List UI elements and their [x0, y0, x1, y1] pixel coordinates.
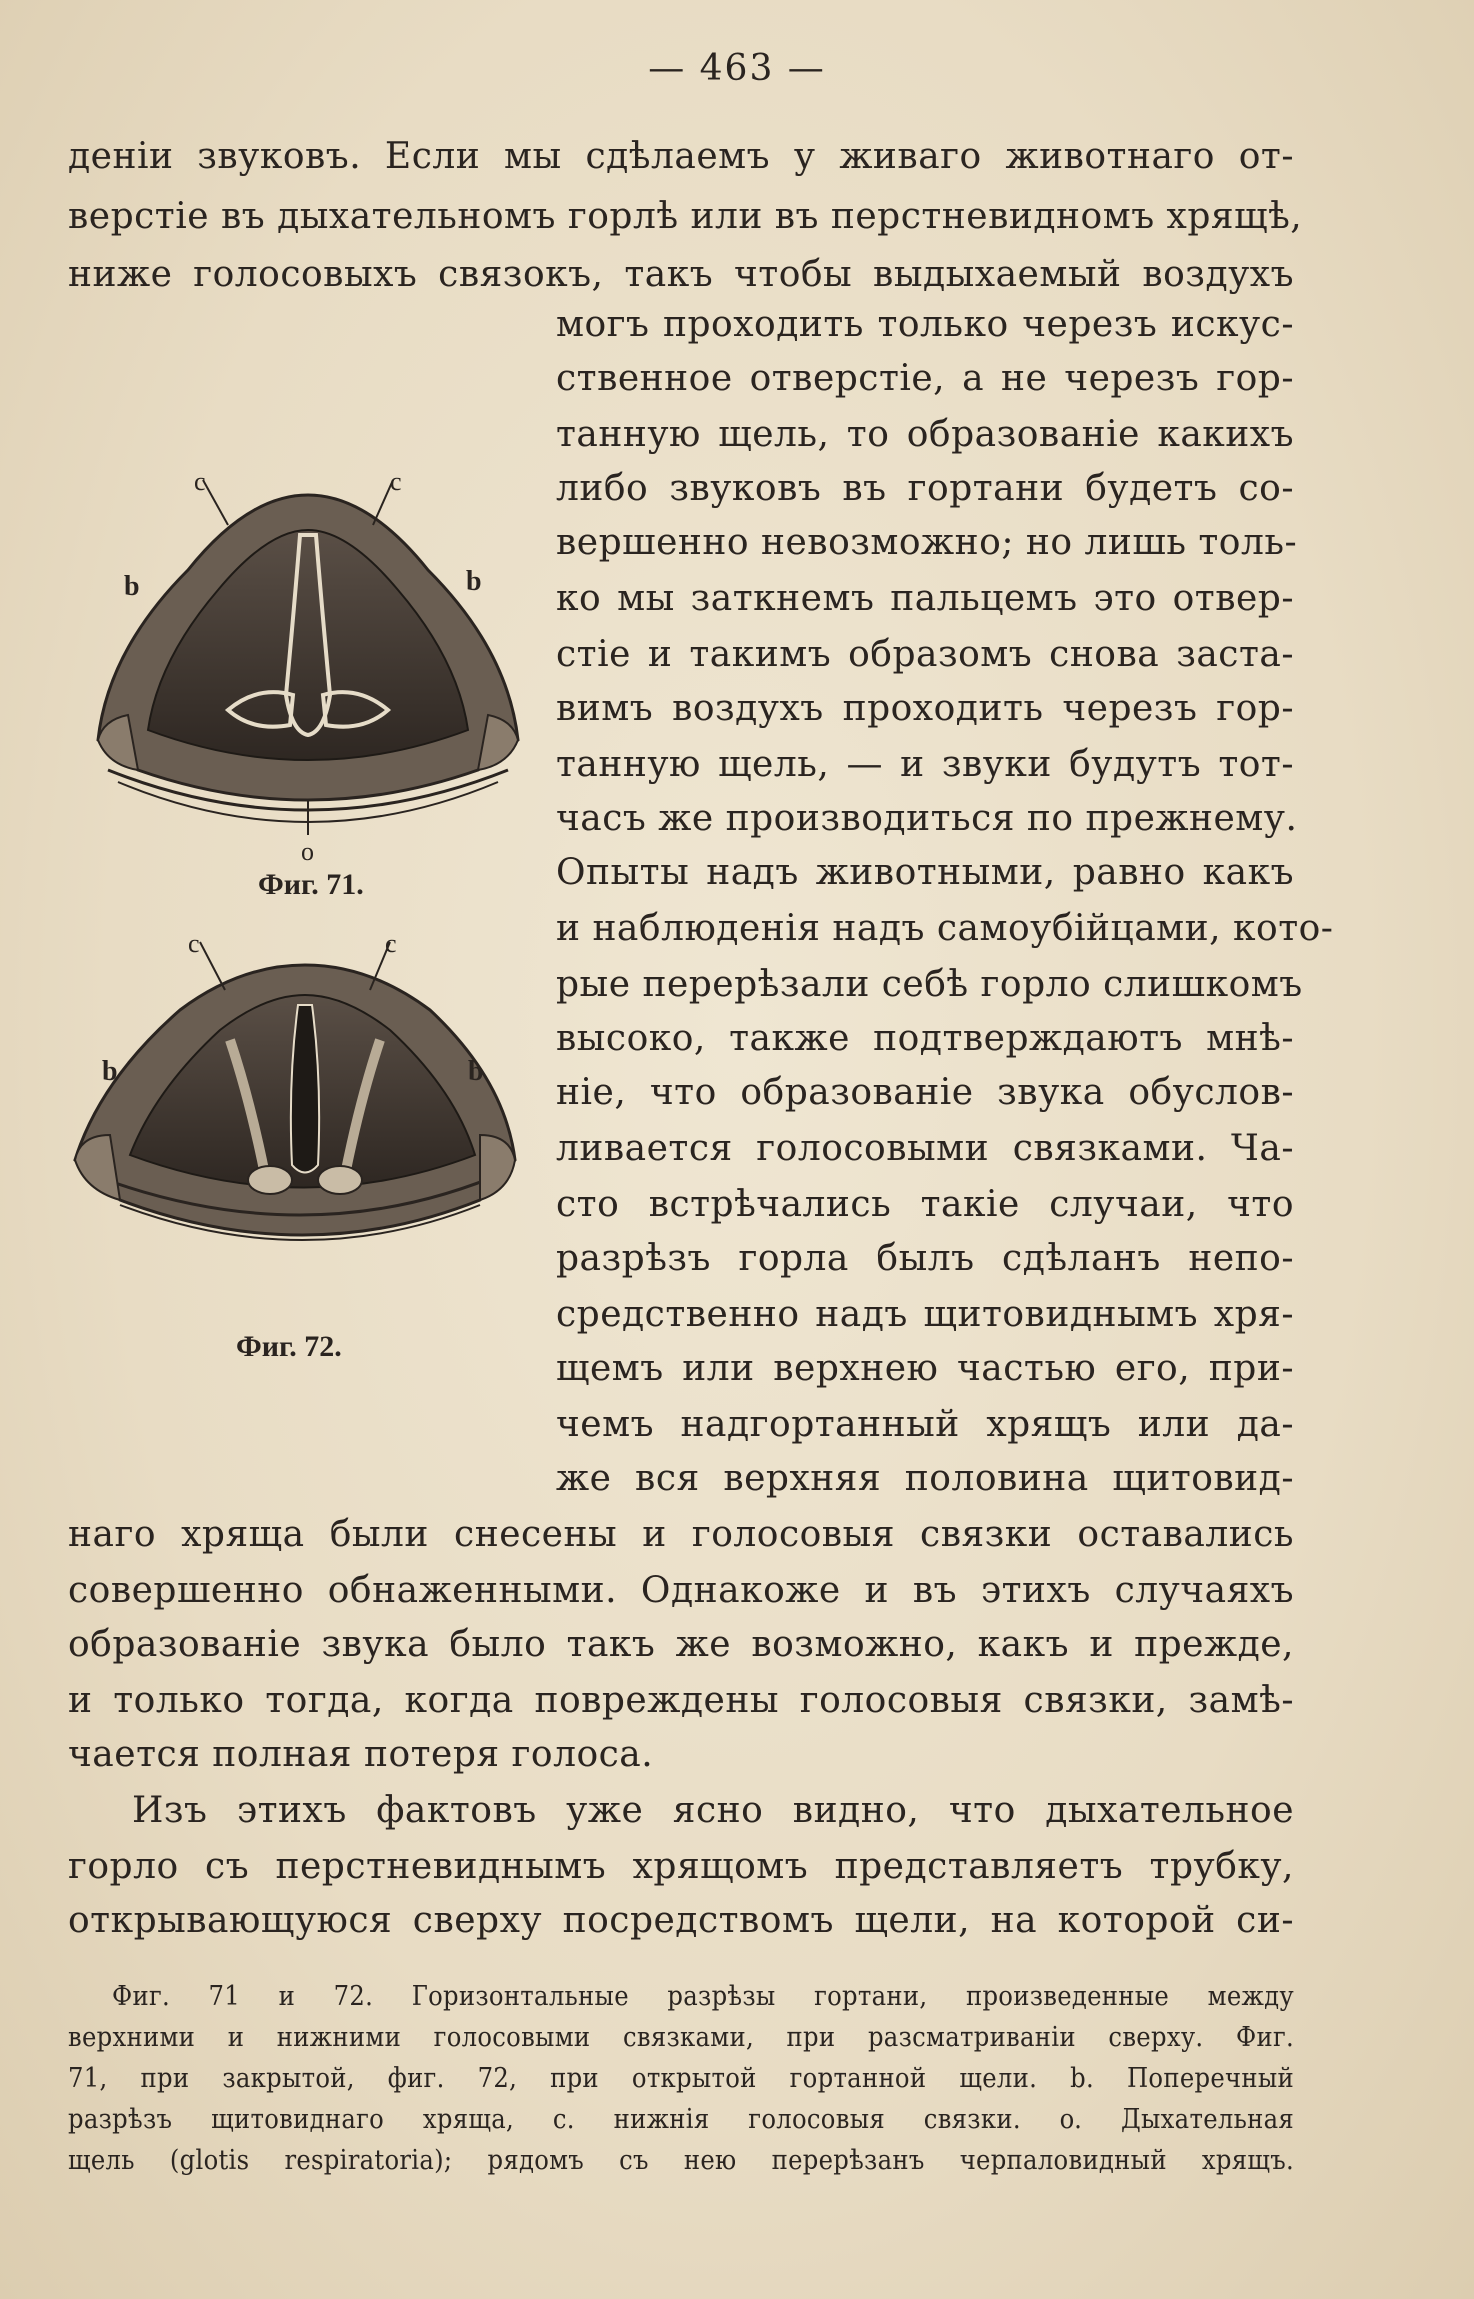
footnote-line: щель (glotis respiratoria); рядомъ съ нею перерѣзанъ черпаловидный хрящъ. [68, 2145, 1294, 2176]
figure-71-caption: Фиг. 71. [258, 868, 364, 901]
text-line: разрѣзъ горла былъ сдѣланъ непо- [556, 1238, 1294, 1279]
figure-72-caption: Фиг. 72. [236, 1330, 342, 1363]
text-line: наго хряща были снесены и голосовыя связки оставались [68, 1514, 1294, 1555]
text-line: танную щель, — и звуки будутъ тот- [556, 744, 1294, 785]
text-line: и наблюденія надъ самоубійцами, кото- [556, 908, 1334, 949]
text-line: ливается голосовыми связками. Ча- [556, 1128, 1294, 1169]
text-line: ко мы заткнемъ пальцемъ это отвер- [556, 578, 1294, 619]
figure-71-illustration [68, 470, 538, 870]
larynx-closed-svg [68, 470, 538, 870]
text-line: вершенно невозможно; но лишь толь- [556, 522, 1298, 563]
text-line: деніи звуковъ. Если мы сдѣлаемъ у живаго животнаго от- [68, 136, 1294, 177]
text-line: горло съ перстневиднымъ хрящомъ представляетъ трубку, [68, 1846, 1294, 1887]
figure-label: b [466, 566, 482, 597]
text-line: чается полная потеря голоса. [68, 1734, 654, 1775]
text-line: сто встрѣчались такіе случаи, что [556, 1184, 1294, 1225]
footnote-line: разрѣзъ щитовиднаго хряща, c. нижнія голосовыя связки. o. Дыхательная [68, 2104, 1294, 2135]
text-line: чемъ надгортанный хрящъ или да- [556, 1404, 1294, 1445]
text-line: часъ же производиться по прежнему. [556, 798, 1298, 839]
figure-label: c [188, 930, 200, 958]
text-line: могъ проходить только черезъ искус- [556, 304, 1294, 345]
text-line: либо звуковъ въ гортани будетъ со- [556, 468, 1294, 509]
paragraph-first-line: Изъ этихъ фактовъ уже ясно видно, что дыхательное [132, 1790, 1294, 1831]
text-line: рые перерѣзали себѣ горло слишкомъ [556, 964, 1303, 1005]
text-line: и только тогда, когда повреждены голосовыя связки, замѣ- [68, 1680, 1294, 1721]
page-number: — 463 — [648, 48, 826, 89]
text-line: вимъ воздухъ проходить черезъ гор- [556, 688, 1294, 729]
text-line: ніе, что образованіе звука обуслов- [556, 1072, 1294, 1113]
text-line: открывающуюся сверху посредствомъ щели, на которой си- [68, 1900, 1294, 1941]
figure-label: c [390, 470, 402, 496]
text-line: Опыты надъ животными, равно какъ [556, 852, 1294, 893]
footnote-line: верхними и нижними голосовыми связками, при разсматриваніи сверху. Фиг. [68, 2022, 1294, 2053]
text-line: высоко, также подтверждаютъ мнѣ- [556, 1018, 1294, 1059]
text-line: же вся верхняя половина щитовид- [556, 1458, 1294, 1499]
figure-label: b [102, 1056, 118, 1087]
text-line: щемъ или верхнею частью его, при- [556, 1348, 1294, 1389]
text-line: ниже голосовыхъ связокъ, такъ чтобы выдыхаемый воздухъ [68, 254, 1294, 295]
footnote-line: Фиг. 71 и 72. Горизонтальные разрѣзы гортани, произведенные между [112, 1981, 1294, 2012]
figure-label: o [301, 837, 314, 866]
figure-label: b [468, 1056, 484, 1087]
text-line: совершенно обнаженными. Однакоже и въ этихъ случаяхъ [68, 1570, 1294, 1611]
text-line: верстіе въ дыхательномъ горлѣ или въ перстневидномъ хрящѣ, [68, 196, 1303, 237]
figure-label: c [385, 930, 397, 958]
text-line: стіе и такимъ образомъ снова заста- [556, 634, 1294, 675]
text-line: образованіе звука было такъ же возможно, какъ и прежде, [68, 1624, 1294, 1665]
text-line: танную щель, то образованіе какихъ [556, 414, 1294, 455]
figure-label: c [194, 470, 206, 496]
text-line: ственное отверстіе, а не черезъ гор- [556, 358, 1294, 399]
text-line: средственно надъ щитовиднымъ хря- [556, 1294, 1294, 1335]
figure-72-illustration [60, 930, 530, 1330]
larynx-open-svg [60, 930, 530, 1330]
footnote-line: 71, при закрытой, фиг. 72, при открытой гортанной щели. b. Поперечный [68, 2063, 1294, 2094]
figure-label: b [124, 571, 140, 602]
